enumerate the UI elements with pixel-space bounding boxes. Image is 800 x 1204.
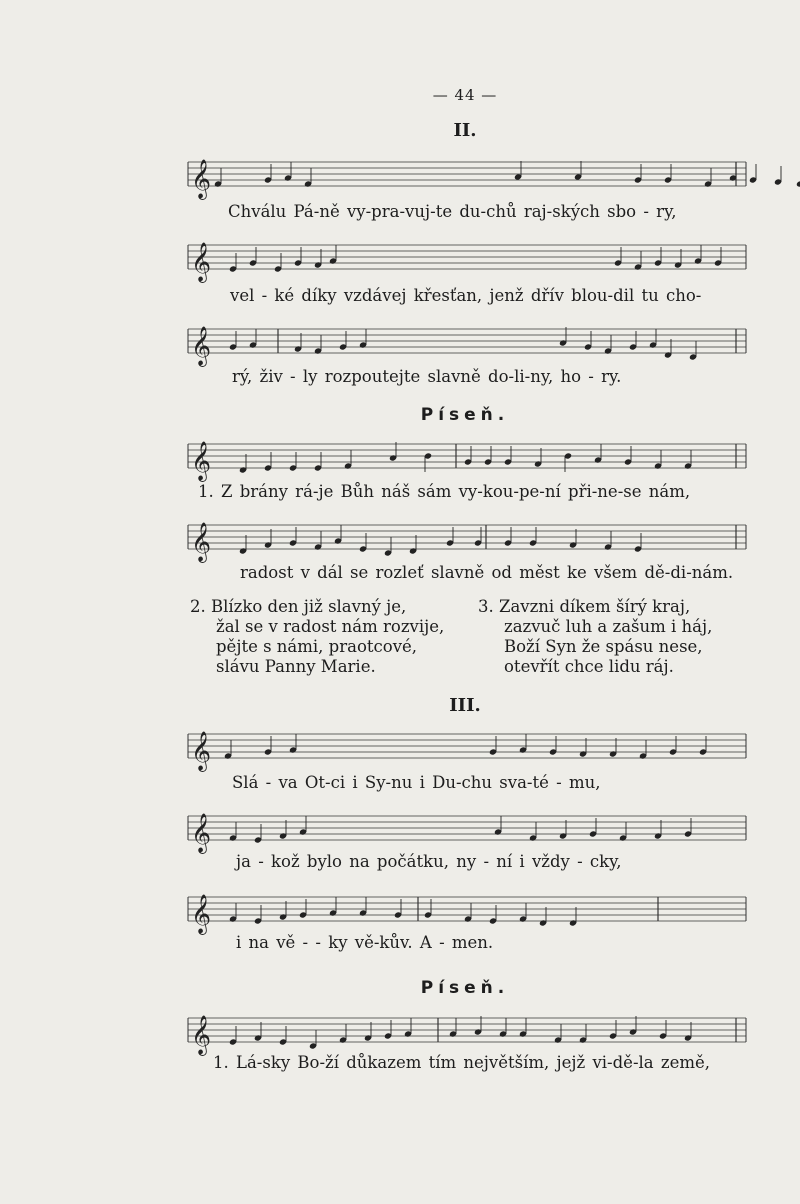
lyric-line: vel - ké díky vzdávej křesťan, jenž dřív blou-dil tu cho- (230, 286, 702, 305)
music-staff (188, 150, 746, 200)
lyric-line: Slá - va Ot-ci i Sy-nu i Du-chu sva-té - mu, (232, 773, 601, 792)
music-staff (188, 233, 746, 283)
verse-line: Boží Syn že spásu nese, (504, 637, 703, 656)
lyric-line: ja - kož bylo na počátku, ny - ní i vždy - cky, (236, 852, 622, 871)
svg-text:𝄞: 𝄞 (191, 326, 212, 366)
svg-text:𝄞: 𝄞 (191, 1015, 212, 1055)
lyric-line: 1. Z brány rá-je Bůh náš sám vy-kou-pe-ní při-ne-se nám, (198, 482, 691, 501)
verse-2 (190, 597, 444, 677)
song-heading: Píseň. (420, 978, 510, 998)
svg-text:𝄞: 𝄞 (191, 731, 212, 771)
verse-3 (478, 597, 712, 677)
music-staff (188, 804, 746, 854)
verse-line: zazvuč luh a zašum i háj, (504, 617, 713, 636)
section-heading: II. (453, 120, 477, 141)
verse-line: pějte s námi, praotcové, (216, 637, 418, 656)
verse-line: otevřít chce lidu ráj. (504, 657, 674, 676)
music-staff (188, 317, 746, 367)
verse-line: slávu Panny Marie. (216, 657, 376, 676)
svg-text:𝄞: 𝄞 (191, 894, 212, 934)
section-heading: III. (449, 695, 481, 716)
music-staff (188, 1006, 746, 1056)
lyric-line: 1. Lá-sky Bo-ží důkazem tím největším, jejž vi-dě-la země, (213, 1053, 710, 1072)
music-staff (188, 722, 746, 772)
svg-text:𝄞: 𝄞 (191, 441, 212, 481)
page-number: — 44 — (432, 86, 498, 104)
music-staff (188, 432, 746, 482)
lyric-line: rý, živ - ly rozpoutejte slavně do-li-ny, ho - ry. (232, 367, 622, 386)
svg-text:𝄞: 𝄞 (191, 813, 212, 853)
lyric-line: i na vě - - ky vě-kův. A - men. (236, 933, 494, 952)
verse-line: 3. Zavzni díkem šírý kraj, (478, 597, 691, 616)
svg-text:𝄞: 𝄞 (191, 522, 212, 562)
song-heading: Píseň. (420, 405, 510, 425)
verse-line: 2. Blízko den již slavný je, (190, 597, 407, 616)
lyric-line: Chválu Pá-ně vy-pra-vuj-te du-chů raj-ských sbo - ry, (228, 202, 677, 221)
svg-text:𝄞: 𝄞 (191, 242, 212, 282)
lyric-line: radost v dál se rozleť slavně od měst ke všem dě-di-nám. (240, 563, 734, 582)
music-staff (188, 513, 746, 563)
music-staff (188, 885, 746, 935)
verse-line: žal se v radost nám rozvije, (216, 617, 445, 636)
svg-text:𝄞: 𝄞 (191, 159, 212, 199)
